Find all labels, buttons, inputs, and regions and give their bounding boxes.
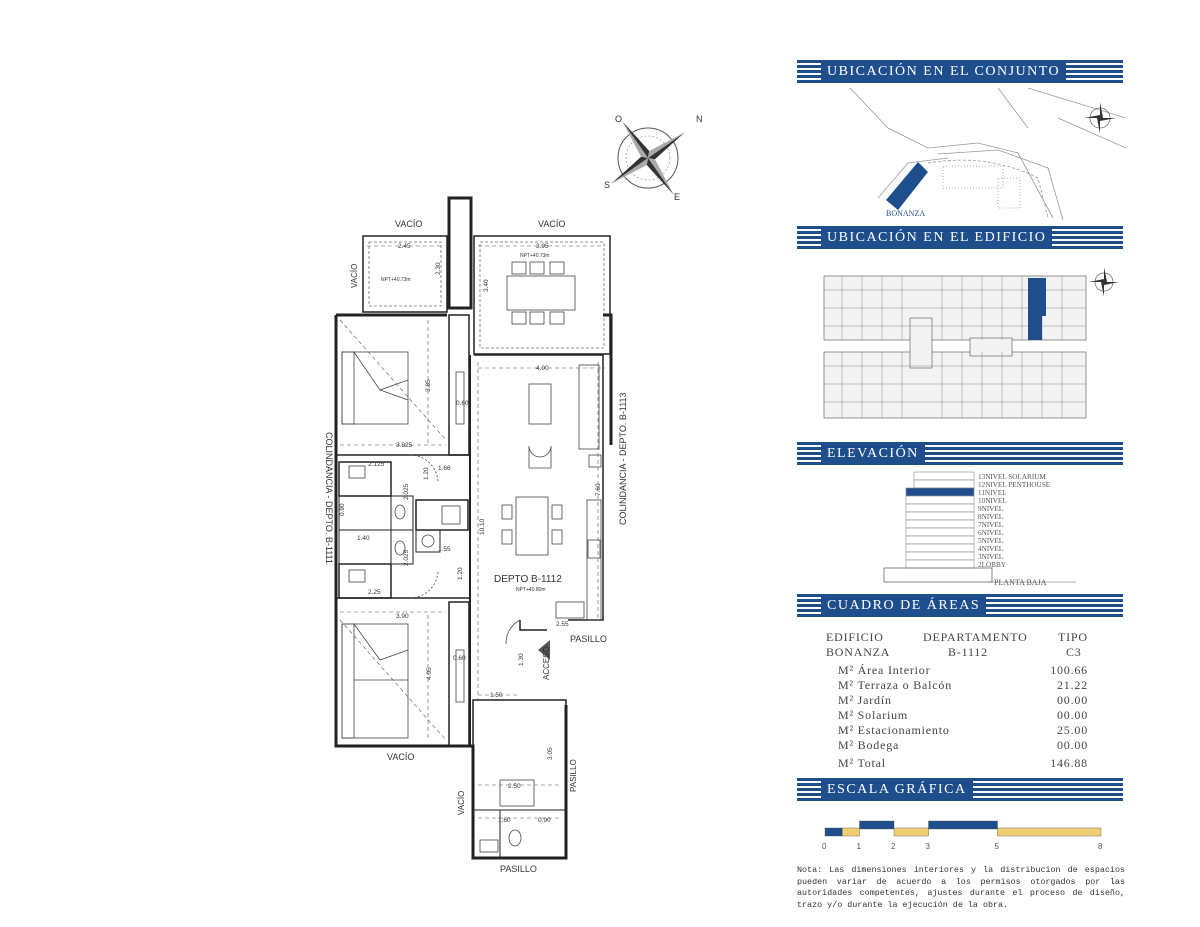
label-terrace-right-level: NPT+40.73m xyxy=(520,253,550,259)
dimension-label: 2.30 xyxy=(435,262,442,275)
dimension-label: 2.55 xyxy=(556,621,569,628)
elevation-level-label: 6NIVEL xyxy=(978,529,1004,537)
elevation-level-label: 10NIVEL xyxy=(978,497,1007,505)
compass-rose-icon xyxy=(585,95,710,220)
area-row: M² Bodega 00.00 xyxy=(838,738,1088,752)
area-row-total: M² Total 146.88 xyxy=(838,756,1088,770)
elevation-level-label: 9NIVEL xyxy=(978,505,1004,513)
building-floor-map xyxy=(822,268,1127,440)
dimension-label: 10.10 xyxy=(479,518,486,535)
label-acceso: ACCESO xyxy=(542,646,551,680)
banner-elevacion-title: ELEVACIÓN xyxy=(821,444,925,464)
area-row: M² Área Interior 100.66 xyxy=(838,663,1088,677)
scale-segment xyxy=(894,828,929,836)
area-row: M² Solarium 00.00 xyxy=(838,708,1088,722)
elevation-floor xyxy=(906,528,974,536)
elevation-level-label: 13NIVEL SOLARIUM xyxy=(978,473,1046,481)
scale-tick-label: 0 xyxy=(822,842,827,851)
dimension-label: 1.40 xyxy=(357,535,370,542)
compass-small-icon-2 xyxy=(1089,268,1119,297)
elevation-floor xyxy=(906,520,974,528)
dimension-label: 0.60 xyxy=(453,655,466,662)
label-pasillo-right: PASILLO xyxy=(570,634,607,644)
dimension-label: 1.60 xyxy=(498,817,511,824)
dimension-label: 0.90 xyxy=(339,503,346,516)
elevation-floor xyxy=(906,496,974,504)
banner-edificio xyxy=(797,226,1123,250)
site-label: BONANZA xyxy=(886,209,926,218)
svg-text:E: E xyxy=(674,192,681,202)
scale-segment xyxy=(998,828,1102,836)
dimension-label: 3.825 xyxy=(396,442,413,449)
elevation-level-label: 11NIVEL xyxy=(978,489,1007,497)
label-colindancia-right: COLINDANCIA - DEPTO. B-1113 xyxy=(618,392,628,525)
dimension-label: 3.90 xyxy=(396,613,409,620)
elevation-floor xyxy=(914,480,974,488)
banner-elevacion xyxy=(797,442,1123,466)
dimension-label: 1.55 xyxy=(438,546,451,553)
banner-conjunto-title: UBICACIÓN EN EL CONJUNTO xyxy=(821,62,1066,82)
svg-text:N: N xyxy=(696,114,703,124)
scale-segment xyxy=(825,828,842,836)
dimension-label: 0.90 xyxy=(538,817,551,824)
elevation-level-label: 7NIVEL xyxy=(978,521,1004,529)
scale-tick-label: 5 xyxy=(994,842,999,851)
unit-label: DEPTO B-1112 xyxy=(494,574,562,585)
dimension-label: 3.05 xyxy=(547,747,554,760)
dimension-label: 1.20 xyxy=(423,467,430,480)
scale-segment xyxy=(860,821,895,829)
site-plan-map xyxy=(848,88,1126,222)
disclaimer-note: Nota: Las dimensiones interiores y la distribucion de espacios pueden variar de acuerdo a los permisos otorgados por las autoridades competentes, ajustes durante el proceso de diseño, trazo y/o durante la ejecución de la obra. xyxy=(797,865,1125,910)
dimension-label: 3.95 xyxy=(536,243,549,250)
areas-header-edificio: EDIFICIO xyxy=(826,630,884,644)
elevation-floor xyxy=(906,544,974,552)
building-highlight xyxy=(886,162,928,210)
banner-areas xyxy=(797,594,1123,618)
elevation-diagram xyxy=(880,468,1080,590)
elevation-floor xyxy=(914,472,974,480)
banner-areas-title: CUADRO DE ÁREAS xyxy=(821,596,986,616)
dimension-label: 7.60 xyxy=(595,483,602,496)
walls xyxy=(336,198,611,858)
dimension-label: 4.00 xyxy=(536,365,549,372)
area-row: M² Terraza o Balcón 21.22 xyxy=(838,678,1088,692)
elevation-floor xyxy=(906,488,974,496)
areas-value-departamento: B-1112 xyxy=(948,645,988,659)
area-row: M² Jardín 00.00 xyxy=(838,693,1088,707)
label-colindancia-left: COLINDANCIA - DEPTO. B-1111 xyxy=(324,432,334,564)
label-pasillo-bottom: PASILLO xyxy=(500,864,537,874)
dimension-label: 3.40 xyxy=(483,279,490,292)
scale-tick-label: 3 xyxy=(925,842,930,851)
banner-conjunto xyxy=(797,60,1123,84)
scale-tick-label: 8 xyxy=(1098,842,1103,851)
dimension-label: 1.50 xyxy=(490,692,503,699)
elevation-level-label: 8NIVEL xyxy=(978,513,1004,521)
elevation-level-label: 4NIVEL xyxy=(978,545,1004,553)
dimension-label: 2.025 xyxy=(403,549,410,566)
scale-tick-label: 1 xyxy=(856,842,861,851)
elevation-floor xyxy=(906,504,974,512)
dimension-label: 1.30 xyxy=(518,653,525,666)
area-row: M² Estacionamiento 25.00 xyxy=(838,723,1088,737)
banner-escala-title: ESCALA GRÁFICA xyxy=(821,780,973,800)
banner-escala xyxy=(797,778,1123,802)
elevation-floor xyxy=(906,536,974,544)
dimension-label: 2.25 xyxy=(368,589,381,596)
dimension-label: 4.05 xyxy=(426,667,433,680)
scale-segment xyxy=(929,821,998,829)
dimension-label: 1.66 xyxy=(438,465,451,472)
label-vacio-bottom: VACÍO xyxy=(387,752,415,762)
scale-tick-label: 2 xyxy=(891,842,896,851)
dimension-label: 0.60 xyxy=(456,400,469,407)
elevation-level-label: 12NIVEL PENTHOUSE xyxy=(978,481,1051,489)
areas-value-edificio: BONANZA xyxy=(826,645,891,659)
unit-level: NPT+40.80m xyxy=(516,587,546,593)
label-terrace-left-level: NPT+40.73m xyxy=(381,277,411,283)
scale-segment xyxy=(842,828,859,836)
elevation-level-label: 2LOBBY xyxy=(978,561,1006,569)
areas-header-tipo: TIPO xyxy=(1058,630,1088,644)
elevation-ground: PLANTA BAJA xyxy=(994,578,1047,587)
dimension-label: 2.125 xyxy=(368,461,385,468)
areas-header-departamento: DEPARTAMENTO xyxy=(923,630,1028,644)
svg-text:O: O xyxy=(615,114,623,124)
label-vacio-top-right: VACÍO xyxy=(538,219,566,229)
areas-value-tipo: C3 xyxy=(1066,645,1082,659)
label-pasillo-lower: PASILLO xyxy=(569,759,578,792)
graphic-scale-bar xyxy=(824,820,1104,840)
elevation-floor xyxy=(906,512,974,520)
dimension-label: 2.50 xyxy=(508,783,521,790)
label-vacio-left: VACÍO xyxy=(350,263,359,288)
dimension-label: 3.85 xyxy=(425,379,432,392)
elevation-floor xyxy=(906,552,974,560)
dimension-label: 2.025 xyxy=(403,483,410,500)
elevation-floor xyxy=(906,560,974,568)
label-vacio-lower: VACÍO xyxy=(457,790,466,815)
dimension-label: 1.20 xyxy=(457,567,464,580)
elevation-level-label: 5NIVEL xyxy=(978,537,1004,545)
elevation-floors xyxy=(906,472,1051,569)
dimension-label: 2.45 xyxy=(398,243,411,250)
svg-text:S: S xyxy=(604,180,611,190)
banner-edificio-title: UBICACIÓN EN EL EDIFICIO xyxy=(821,228,1052,248)
label-vacio-top-left: VACÍO xyxy=(395,219,423,229)
elevation-level-label: 3NIVEL xyxy=(978,553,1004,561)
